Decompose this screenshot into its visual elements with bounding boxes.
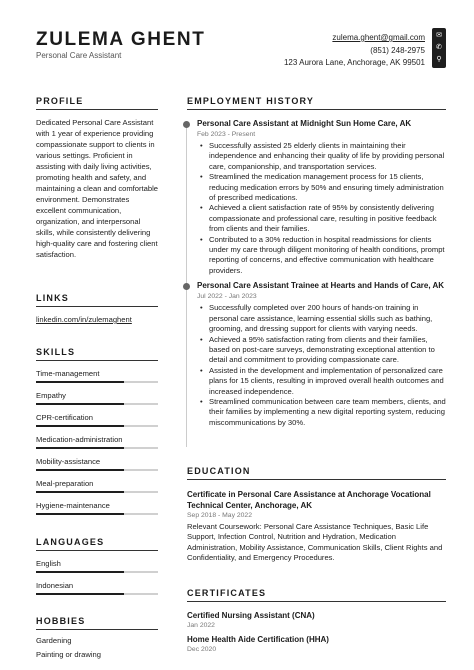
skill-item: [36, 413, 158, 427]
skill-bar-fill: [36, 381, 124, 383]
candidate-name: ZULEMA GHENT: [36, 29, 206, 50]
skill-bar: [36, 491, 158, 493]
contact-icon-bar: [432, 28, 446, 68]
skill-label: Medication-administration: [36, 435, 123, 444]
hobby-item: Gardening: [36, 636, 72, 645]
mail-icon: ✉: [436, 32, 442, 39]
job-bullet: • Contributed to a 30% reduction in hospital readmissions for clients under my care through diligent monitoring of health conditions, prompt reporting of concerns, and effective communication with healthcare providers.: [197, 235, 446, 277]
skill-bar-fill: [36, 491, 124, 493]
skill-label: Meal-preparation: [36, 479, 94, 488]
skills-section: [36, 347, 158, 515]
timeline-dot: [183, 283, 190, 290]
skill-bar-fill: [36, 447, 124, 449]
skill-label: Mobility-assistance: [36, 457, 101, 466]
skill-bar-fill: [36, 403, 124, 405]
profile-heading: PROFILE: [36, 96, 158, 110]
candidate-role: Personal Care Assistant: [36, 51, 122, 60]
job-date: Jul 2022 - Jan 2023: [197, 293, 257, 301]
language-bar-fill: [36, 571, 124, 573]
language-label: English: [36, 559, 61, 568]
education-date: Sep 2018 - May 2022: [187, 512, 252, 519]
language-item: [36, 581, 158, 595]
skill-bar: [36, 425, 158, 427]
hobbies-section: [36, 616, 158, 659]
resume-header: [36, 30, 205, 60]
hobbies-heading: HOBBIES: [36, 616, 158, 630]
skill-bar-fill: [36, 469, 124, 471]
contact-info: [284, 32, 425, 70]
job-bullets: [197, 303, 446, 428]
skill-bar: [36, 403, 158, 405]
job-entry: [187, 281, 446, 428]
job-bullet: • Assisted in the development and implementation of personalized care plans for 15 clients, resulting in improved overall health outcomes and increased independence.: [197, 366, 446, 397]
employment-section: [187, 96, 446, 428]
education-title: Certificate in Personal Care Assistance at Anchorage Vocational Technical Center, Anchorage, AK: [187, 490, 431, 510]
certificate-entry: [187, 635, 446, 653]
job-bullet: • Achieved a 95% satisfaction rating from clients and their families, based on post-care surveys, demonstrating exceptional attention to detail and commitment to providing compassionate care.: [197, 335, 446, 366]
skill-item: [36, 369, 158, 383]
skill-label: Time-management: [36, 369, 100, 378]
skill-item: [36, 435, 158, 449]
language-bar-fill: [36, 593, 124, 595]
location-pin-icon: ⚲: [436, 56, 442, 63]
job-bullets: [197, 141, 446, 276]
skill-label: Hygiene-maintenance: [36, 501, 110, 510]
languages-heading: LANGUAGES: [36, 537, 158, 551]
certificates-section: [187, 588, 446, 653]
linkedin-link[interactable]: linkedin.com/in/zulemaghent: [36, 315, 132, 324]
phone-icon: ✆: [436, 44, 442, 51]
profile-text: Dedicated Personal Care Assistant with 1 year of experience providing compassionate support to clients in various settings. Proficient in assisting with daily living activities, promoting health and safety, and maintaining a clean and comfortable environment. Demonstrates excellent communication, organization, and interpersonal skills, while consistently delivering high-quality care and fostering client satisfaction.: [36, 118, 158, 259]
skill-item: [36, 457, 158, 471]
job-bullet: • Streamlined the medication management process for 15 clients, reducing medication errors by 50% and ensuring timely administration of prescribed medications.: [197, 172, 446, 203]
job-bullet: • Achieved a client satisfaction rate of 95% by consistently delivering compassionate and professional care, resulting in positive feedback from clients and their families.: [197, 203, 446, 234]
job-bullet: • Successfully assisted 25 elderly clients in maintaining their independence and enhancing their quality of life by providing personal care, companionship, and transportation services.: [197, 141, 446, 172]
hobby-item: Painting or drawing: [36, 650, 102, 659]
language-item: [36, 559, 158, 573]
skill-bar: [36, 447, 158, 449]
language-label: Indonesian: [36, 581, 74, 590]
skill-bar: [36, 381, 158, 383]
job-title: Personal Care Assistant at Midnight Sun Home Care, AK: [197, 119, 412, 128]
links-heading: LINKS: [36, 293, 158, 307]
certificate-entry: [187, 611, 446, 629]
education-coursework: Relevant Coursework: Personal Care Assistance Techniques, Basic Life Support, Infection Control, Nutrition and Hydration, Medication Administration, Mobility Assistance, Communication Skills, Client Rights and Confidentiality, and Emergency Procedures.: [187, 522, 443, 563]
language-bar: [36, 571, 158, 573]
languages-section: [36, 537, 158, 595]
job-date: Feb 2023 - Present: [197, 131, 256, 138]
certificate-date: Dec 2020: [187, 646, 217, 653]
skill-label: CPR-certification: [36, 413, 93, 422]
employment-heading: EMPLOYMENT HISTORY: [187, 96, 446, 110]
education-heading: EDUCATION: [187, 466, 446, 480]
certificates-heading: CERTIFICATES: [187, 588, 446, 602]
skill-bar-fill: [36, 425, 124, 427]
skill-item: [36, 501, 158, 515]
skill-bar: [36, 469, 158, 471]
profile-section: [36, 96, 158, 260]
links-section: [36, 293, 158, 324]
language-bar: [36, 593, 158, 595]
certificate-date: Jan 2022: [187, 622, 215, 629]
timeline-dot: [183, 121, 190, 128]
skill-bar-fill: [36, 513, 124, 515]
education-section: [187, 466, 446, 564]
skills-heading: SKILLS: [36, 347, 158, 361]
certificate-title: Home Health Aide Certification (HHA): [187, 635, 329, 644]
skill-label: Empathy: [36, 391, 66, 400]
phone-number: (851) 248-2975: [370, 45, 425, 55]
email-link[interactable]: zulema.ghent@gmail.com: [332, 33, 425, 42]
skill-bar: [36, 513, 158, 515]
job-title: Personal Care Assistant Trainee at Hearts and Hands of Care, AK: [197, 281, 445, 291]
job-entry: [187, 119, 446, 276]
job-bullet: • Successfully completed over 200 hours of hands-on training in personal care assistance, learning essential skills such as bathing, grooming, and dressing support for clients with varying needs.: [197, 303, 446, 334]
skill-item: [36, 479, 158, 493]
job-bullet: • Streamlined communication between care team members, clients, and their families by implementing a new digital reporting system, reducing miscommunications by 30%.: [197, 397, 446, 428]
skill-item: [36, 391, 158, 405]
address: 123 Aurora Lane, Anchorage, AK 99501: [283, 58, 425, 67]
certificate-title: Certified Nursing Assistant (CNA): [187, 611, 315, 620]
